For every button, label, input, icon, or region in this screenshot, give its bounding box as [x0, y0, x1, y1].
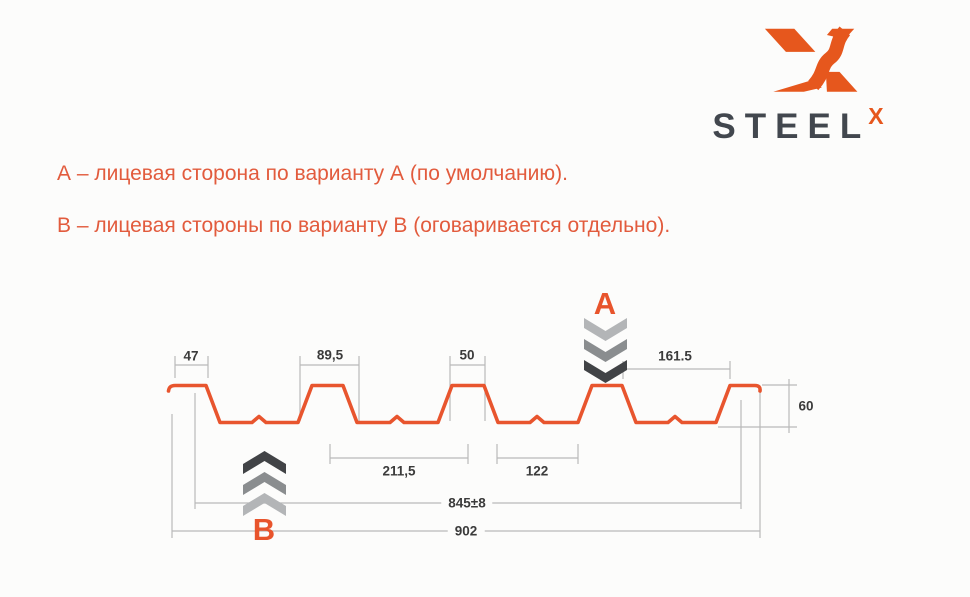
dim-working-width: 845±8 [441, 496, 492, 511]
dim-rib3-top: 50 [459, 347, 475, 363]
brand-name: STEEL [712, 107, 871, 146]
variant-b-marker: B [252, 512, 276, 547]
profile-outline [169, 386, 761, 423]
chevron-b-icon [243, 451, 286, 516]
dim-rib2-width: 89,5 [316, 347, 344, 363]
dim-valley-width: 122 [525, 463, 549, 479]
dim-profile-height: 60 [798, 398, 814, 414]
dim-overall-width: 902 [448, 524, 485, 539]
dim-edge-spacing: 161.5 [658, 348, 692, 364]
dim-rib-pitch: 211,5 [382, 463, 416, 479]
dim-rib1-top: 47 [183, 348, 199, 364]
dimension-lines [172, 356, 797, 538]
variant-a-marker: A [593, 286, 617, 321]
legend-line-b: В – лицевая стороны по варианту В (оговаривается отдельно). [57, 214, 671, 237]
chevron-a-icon [584, 318, 627, 383]
brand-suffix: X [868, 103, 884, 129]
legend-line-a: А – лицевая сторона по варианту А (по умолчанию). [57, 162, 568, 185]
